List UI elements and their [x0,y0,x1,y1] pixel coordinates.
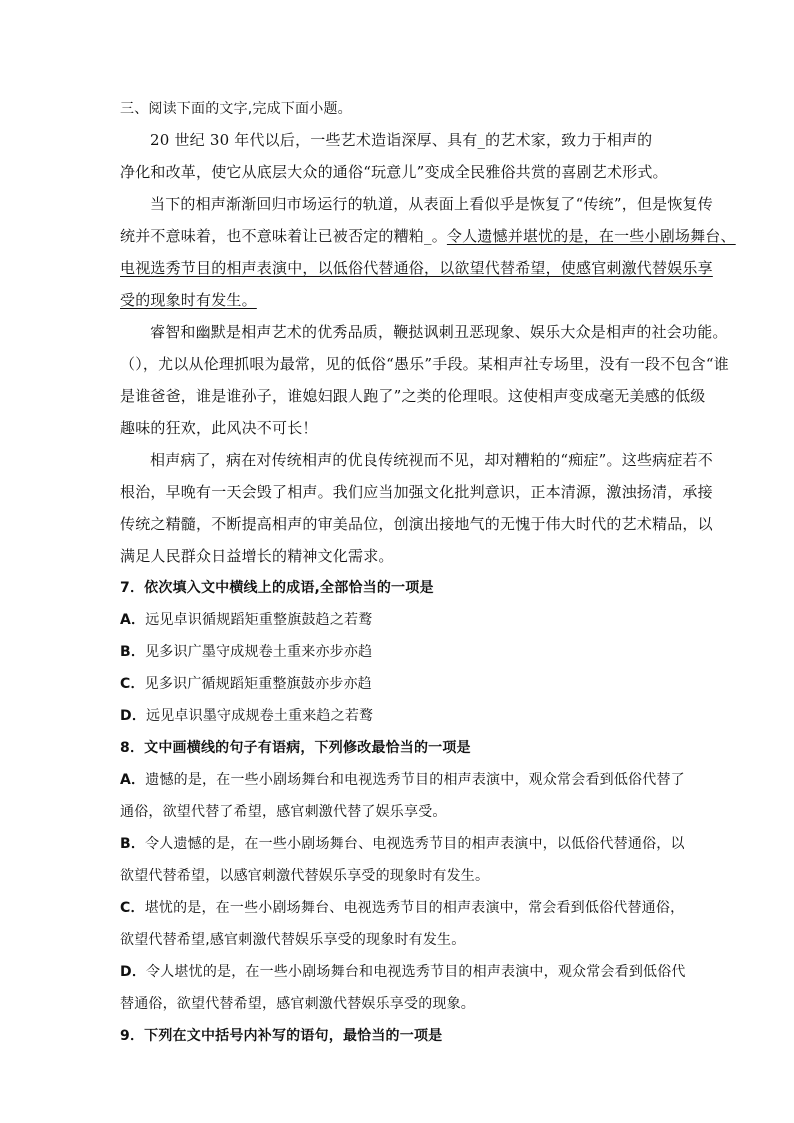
passage-p2-line3 [120,258,713,278]
option-text: 见多识广循规蹈矩重整旗鼓亦步亦趋 [144,676,372,692]
passage-p4-line1: 相声病了，病在对传统相声的优良传统视而不见，却对糟粕的“痴症”。这些病症若不 [150,451,713,469]
question-8-title: 8．文中画横线的句子有语病，下列修改最恰当的一项是 [120,740,471,756]
question-7-title: 7．依次填入文中横线上的成语,全部恰当的一项是 [120,580,434,596]
passage-p1-line2: 净化和改革，使它从底层大众的通俗“玩意儿”变成全民雅俗共赏的喜剧艺术形式。 [120,163,668,181]
passage-p3-line3: 是谁爸爸，谁是谁孙子，谁媳妇跟人跑了”之类的伦理哏。这使相声变成毫无美感的低级 [120,387,706,405]
question-9-title: 9．下列在文中括号内补写的语句，最恰当的一项是 [120,1028,443,1044]
underlined-sentence-part3: 受的现象时有发生。 [120,291,257,309]
passage-p2-line2 [120,226,736,246]
question-8-option-d-cont: 替通俗，欲望代替希望，感官刺激代替娱乐享受的现象。 [120,996,475,1012]
option-letter: A． [120,772,146,788]
option-letter: C． [120,900,145,916]
passage-p2-line4 [120,290,686,310]
option-text: 遗憾的是，在一些小剧场舞台和电视选秀节目的相声表演中，观众常会看到低俗代替了 [145,772,685,788]
question-7-option-c [120,674,686,694]
question-8-option-a [120,770,686,790]
option-letter: B． [120,644,146,660]
section-heading: 三、阅读下面的文字,完成下面小题。 [120,101,352,117]
option-text: 远见卓识墨守成规卷土重来趋之若鹜 [146,708,374,724]
passage-p3-line4: 趣味的狂欢，此风决不可长！ [120,419,318,437]
option-text: 见多识广墨守成规卷土重来亦步亦趋 [145,644,373,660]
question-8-option-a-cont: 通俗，欲望代替了希望，感官刺激代替了娱乐享受。 [120,804,447,820]
question-8-option-b-cont: 欲望代替希望，以感官刺激代替娱乐享受的现象时有发生。 [120,868,490,884]
passage-p3-line1: 睿智和幽默是相声艺术的优秀品质，鞭挞讽刺丑恶现象、娱乐大众是相声的社会功能。 [150,323,728,341]
passage-p4-line3: 传统之精髓，不断提高相声的审美品位，创演出接地气的无愧于伟大时代的艺术精品，以 [120,515,713,533]
question-7-option-d [120,706,686,726]
document-page [120,99,736,1046]
option-letter: B． [120,836,146,852]
option-text: 令人堪忧的是，在一些小剧场舞台和电视选秀节目的相声表演中，观众常会看到低俗代 [146,964,686,980]
option-letter: A． [120,612,146,628]
option-text: 堪忧的是，在一些小剧场舞台、电视选秀节目的相声表演中，常会看到低俗代替通俗， [144,900,685,916]
option-text: 令人遗憾的是，在一些小剧场舞台、电视选秀节目的相声表演中，以低俗代替通俗，以 [145,836,685,852]
passage-p1-line1: 20 世纪 30 年代以后，一些艺术造诣深厚、具有_的艺术家，致力于相声的 [150,131,653,149]
question-8-option-b [120,834,686,854]
underlined-sentence-part2: 电视选秀节目的相声表演中，以低俗代替通俗，以欲望代替希望，使感官刺激代替娱乐享 [120,259,713,277]
question-8-option-d [120,962,686,982]
option-letter: D． [120,964,147,980]
passage-p2-line1: 当下的相声渐渐回归市场运行的轨道，从表面上看似乎是恢复了“传统”，但是恢复传 [150,195,713,213]
passage-p4-line4: 满足人民群众日益增长的精神文化需求。 [120,547,394,565]
question-8-option-c-cont: 欲望代替希望,感官刺激代替娱乐享受的现象时有发生。 [120,932,466,948]
passage-p3-line2: （），尤以从伦理抓哏为最常，见的低俗“愚乐”手段。某相声社专场里，没有一段不包含“谁 [120,355,729,373]
question-7-option-a [120,610,686,630]
question-7-option-b [120,642,686,662]
question-8-option-c [120,898,686,918]
underlined-sentence-part1: 令人遗憾并堪忧的是，在一些小剧场舞台、 [446,227,736,245]
option-letter: D． [120,708,147,724]
option-letter: C． [120,676,145,692]
passage-p4-line2: 根治，早晚有一天会毁了相声。我们应当加强文化批判意识，正本清源，激浊扬清，承接 [120,483,713,501]
passage-p2-plain: 统并不意味着，也不意味着让已被否定的糟粕_。 [120,227,447,245]
option-text: 远见卓识循规蹈矩重整旗鼓趋之若鹜 [145,612,373,628]
